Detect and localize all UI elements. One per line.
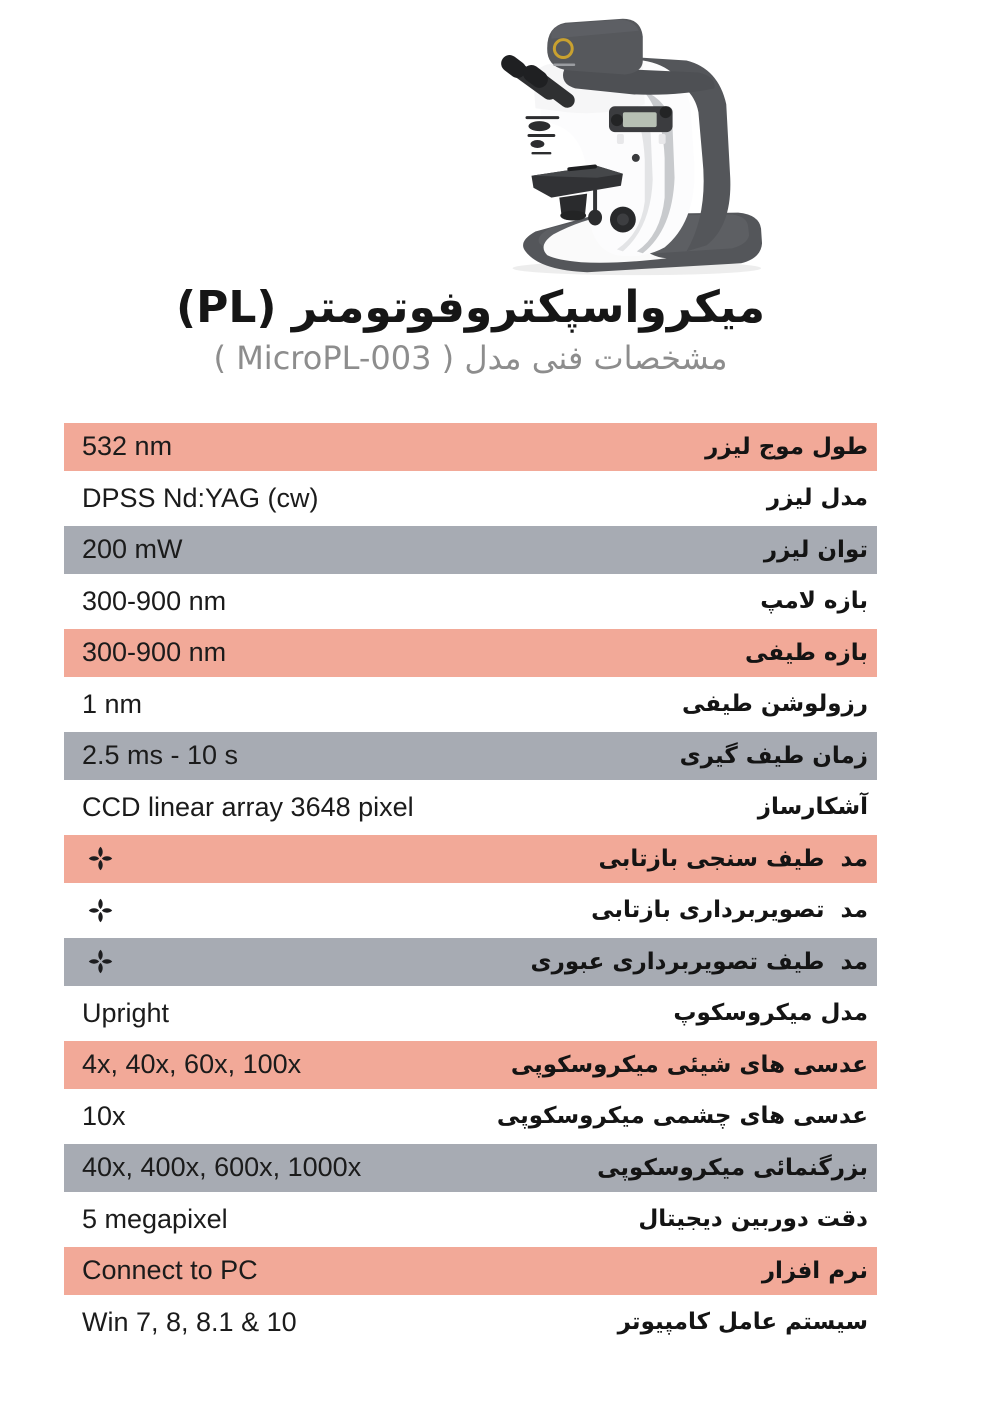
microscope-image <box>448 8 766 280</box>
spec-table <box>64 421 877 1348</box>
row-value: 10x <box>82 1100 126 1131</box>
row-value-cell <box>64 689 142 720</box>
row-value-cell <box>64 1152 361 1183</box>
table-row <box>64 730 877 782</box>
page-title: میکرواسپکتروفوتومتر (PL) <box>175 282 765 333</box>
table-row <box>64 1091 877 1143</box>
row-value: 200 mW <box>82 534 183 565</box>
table-row <box>64 885 877 937</box>
row-label: طول موج لیزر <box>705 433 868 460</box>
row-label: زمان طیف گیری <box>679 742 868 769</box>
page-subtitle: مشخصات فنی مدل ( MicroPL-003 ) <box>213 339 728 377</box>
four-petal-asterisk-icon <box>87 897 114 924</box>
row-value-cell <box>64 1255 258 1286</box>
table-row <box>64 421 877 473</box>
row-value-cell <box>64 897 114 924</box>
table-row <box>64 782 877 834</box>
row-value-cell <box>64 1101 126 1132</box>
row-label: بازه لامپ <box>760 588 868 615</box>
table-row <box>64 1142 877 1194</box>
row-label: مد طیف سنجی بازتابی <box>598 845 868 872</box>
row-value-cell <box>64 740 238 771</box>
row-value: Upright <box>82 997 170 1028</box>
row-value: 300-900 nm <box>82 585 227 616</box>
row-value-cell <box>64 586 226 617</box>
row-value-cell <box>64 948 114 975</box>
row-value: 2.5 ms - 10 s <box>82 740 239 771</box>
table-row <box>64 833 877 885</box>
four-petal-asterisk-icon <box>87 948 114 975</box>
row-value-cell <box>64 1307 297 1338</box>
row-label: بازه طیفی <box>745 639 868 666</box>
row-label: نرم افزار <box>761 1257 868 1284</box>
row-value: CCD linear array 3648 pixel <box>82 791 414 822</box>
row-value-cell <box>64 1049 301 1080</box>
row-value: 300-900 nm <box>82 637 227 668</box>
row-value-cell <box>64 483 319 514</box>
four-petal-asterisk-icon <box>87 845 114 872</box>
row-value-cell <box>64 792 414 823</box>
table-row <box>64 1245 877 1297</box>
table-row <box>64 576 877 628</box>
row-value: 40x, 400x, 600x, 1000x <box>82 1152 362 1183</box>
row-value-cell <box>64 1204 228 1235</box>
row-label: مدل میکروسکوپ <box>673 1000 868 1027</box>
row-value-cell <box>64 534 183 565</box>
row-value: 5 megapixel <box>82 1203 228 1234</box>
row-value: 4x, 40x, 60x, 100x <box>82 1049 302 1080</box>
table-row <box>64 627 877 679</box>
row-value-cell <box>64 431 172 462</box>
table-row <box>64 473 877 525</box>
row-value: DPSS Nd:YAG (cw) <box>82 482 319 513</box>
row-label: رزولوشن طیفی <box>681 691 868 718</box>
row-label: عدسی های چشمی میکروسکوپی <box>496 1103 868 1130</box>
row-value: Win 7, 8, 8.1 & 10 <box>82 1306 297 1337</box>
row-label: توان لیزر <box>763 536 868 563</box>
row-label: مد تصویربرداری بازتابی <box>591 897 868 924</box>
table-row <box>64 679 877 731</box>
row-value: 532 nm <box>82 431 173 462</box>
row-label: مد طیف تصویربرداری عبوری <box>530 948 868 975</box>
header <box>64 282 877 378</box>
row-label: مدل لیزر <box>766 485 868 512</box>
table-row <box>64 524 877 576</box>
row-label: آشکارساز <box>757 794 868 821</box>
row-value: Connect to PC <box>82 1255 258 1286</box>
row-label: عدسی های شیئی میکروسکوپی <box>510 1051 868 1078</box>
table-row <box>64 988 877 1040</box>
row-label: سیستم عامل کامپیوتر <box>617 1309 868 1336</box>
row-value: 1 nm <box>82 688 143 719</box>
row-label: بزرگنمائی میکروسکوپی <box>597 1154 868 1181</box>
microscope-illustration <box>448 8 766 280</box>
table-row <box>64 936 877 988</box>
table-row <box>64 1039 877 1091</box>
row-label: دقت دوربین دیجیتال <box>638 1206 868 1233</box>
row-value-cell <box>64 998 169 1029</box>
table-row <box>64 1297 877 1349</box>
row-value-cell <box>64 637 226 668</box>
row-value-cell <box>64 845 114 872</box>
table-row <box>64 1194 877 1246</box>
